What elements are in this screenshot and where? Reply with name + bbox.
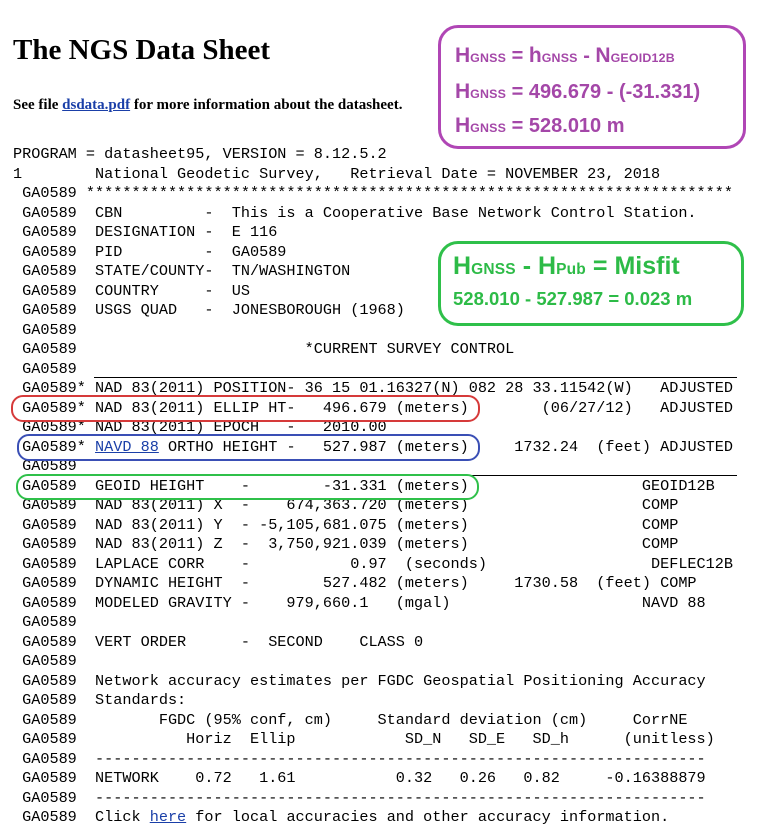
blank-line: GA0589 xyxy=(13,613,77,631)
ellip-ht-line: GA0589* NAD 83(2011) ELLIP HT- 496.679 (meters) (06/27/12) ADJUSTED xyxy=(13,398,734,417)
stars-line: GA0589 *********************************************************************** xyxy=(13,184,734,202)
fgdc-header-line: GA0589 FGDC (95% conf, cm) Standard deviation (cm) CorrNE xyxy=(13,710,688,729)
hgnss-result-line: HGNSS = 528.010 m xyxy=(455,114,625,137)
laplace-corr-line: GA0589 LAPLACE CORR - 0.97 (seconds) DEFLEC12B xyxy=(13,554,734,573)
pid-line: GA0589 PID - GA0589 xyxy=(13,242,287,261)
current-survey-control-line: GA0589 *CURRENT SURVEY CONTROL xyxy=(13,340,515,358)
blank-line: GA0589 xyxy=(13,359,77,378)
geoid-height-highlight xyxy=(16,474,479,500)
dashes-line: GA0589 ------------------------------------------------------------------- xyxy=(13,749,706,768)
vert-order-line: GA0589 VERT ORDER - SECOND CLASS 0 xyxy=(13,632,424,651)
blank-line: GA0589 xyxy=(13,457,77,475)
click-here-line xyxy=(13,808,669,826)
agency-line: 1 National Geodetic Survey, Retrieval Date = NOVEMBER 23, 2018 xyxy=(13,164,661,183)
nad83-z-line: GA0589 NAD 83(2011) Z - 3,750,921.039 (meters) COMP xyxy=(13,535,679,553)
blank-line: GA0589 xyxy=(13,320,77,339)
hgnss-formula-line: HGNSS = hGNSS - NGEOID12B xyxy=(455,44,675,67)
dashes-line: GA0589 ------------------------------------------------------------------- xyxy=(13,788,706,807)
section-rule xyxy=(94,377,737,378)
see-file-note xyxy=(13,97,402,114)
navd-ortho-highlight xyxy=(17,434,480,461)
usgs-quad-line: GA0589 USGS QUAD - JONESBOROUGH (1968) xyxy=(13,301,405,319)
click-prefix: GA0589 Click xyxy=(13,808,150,826)
network-values-line: GA0589 NETWORK 0.72 1.61 0.32 0.26 0.82 -0.16388879 xyxy=(13,769,706,787)
country-line: GA0589 COUNTRY - US xyxy=(13,281,250,300)
nad83-y-line: GA0589 NAD 83(2011) Y - -5,105,681.075 (meters) COMP xyxy=(13,515,679,534)
navd-prefix: GA0589* xyxy=(13,437,96,456)
misfit-formula-line: HGNSS - HPub = Misfit xyxy=(453,252,680,280)
nad83-x-line: GA0589 NAD 83(2011) X - 674,363.720 (meters) COMP xyxy=(13,496,679,514)
here-link[interactable]: here xyxy=(149,808,187,826)
blank-line: GA0589 xyxy=(13,652,77,670)
cbn-line: GA0589 CBN - This is a Cooperative Base Network Control Station. xyxy=(13,203,697,222)
see-file-prefix: See file xyxy=(13,97,63,113)
see-file-suffix: for more information about the datasheet. xyxy=(130,97,403,113)
state-county-line: GA0589 STATE/COUNTY- TN/WASHINGTON xyxy=(13,262,351,280)
network-accuracy-line: GA0589 Network accuracy estimates per FGDC Geospatial Positioning Accuracy xyxy=(13,671,706,690)
designation-line: GA0589 DESIGNATION - E 116 xyxy=(13,223,278,241)
hgnss-formula-annotation xyxy=(438,25,746,149)
epoch-line: GA0589* NAD 83(2011) EPOCH - 2010.00 xyxy=(13,418,387,436)
page-title: The NGS Data Sheet xyxy=(13,34,270,66)
standards-line: GA0589 Standards: xyxy=(13,691,187,709)
position-line: GA0589* NAD 83(2011) POSITION- 36 15 01.16327(N) 082 28 33.11542(W) ADJUSTED xyxy=(13,379,734,397)
ellip-ht-highlight xyxy=(11,395,480,422)
navd88-link[interactable]: NAVD 88 xyxy=(95,437,159,456)
hgnss-substitution-line: HGNSS = 496.679 - (-31.331) xyxy=(455,80,701,103)
click-suffix: for local accuracies and other accuracy information. xyxy=(186,808,670,826)
column-header-line: GA0589 Horiz Ellip SD_N SD_E SD_h (unitless) xyxy=(13,730,715,748)
dsdata-pdf-link[interactable]: dsdata.pdf xyxy=(62,97,131,113)
modeled-gravity-line: GA0589 MODELED GRAVITY - 979,660.1 (mgal) NAVD 88 xyxy=(13,593,706,612)
misfit-result-line: 528.010 - 527.987 = 0.023 m xyxy=(453,288,693,309)
navd-suffix: ORTHO HEIGHT - 527.987 (meters) 1732.24 (feet) ADJUSTED xyxy=(158,437,734,456)
geoid-height-line: GA0589 GEOID HEIGHT - -31.331 (meters) GEOID12B xyxy=(13,476,715,495)
program-line: PROGRAM = datasheet95, VERSION = 8.12.5.2 xyxy=(13,145,387,163)
dynamic-height-line: GA0589 DYNAMIC HEIGHT - 527.482 (meters) 1730.58 (feet) COMP xyxy=(13,574,697,592)
misfit-annotation xyxy=(438,241,744,326)
